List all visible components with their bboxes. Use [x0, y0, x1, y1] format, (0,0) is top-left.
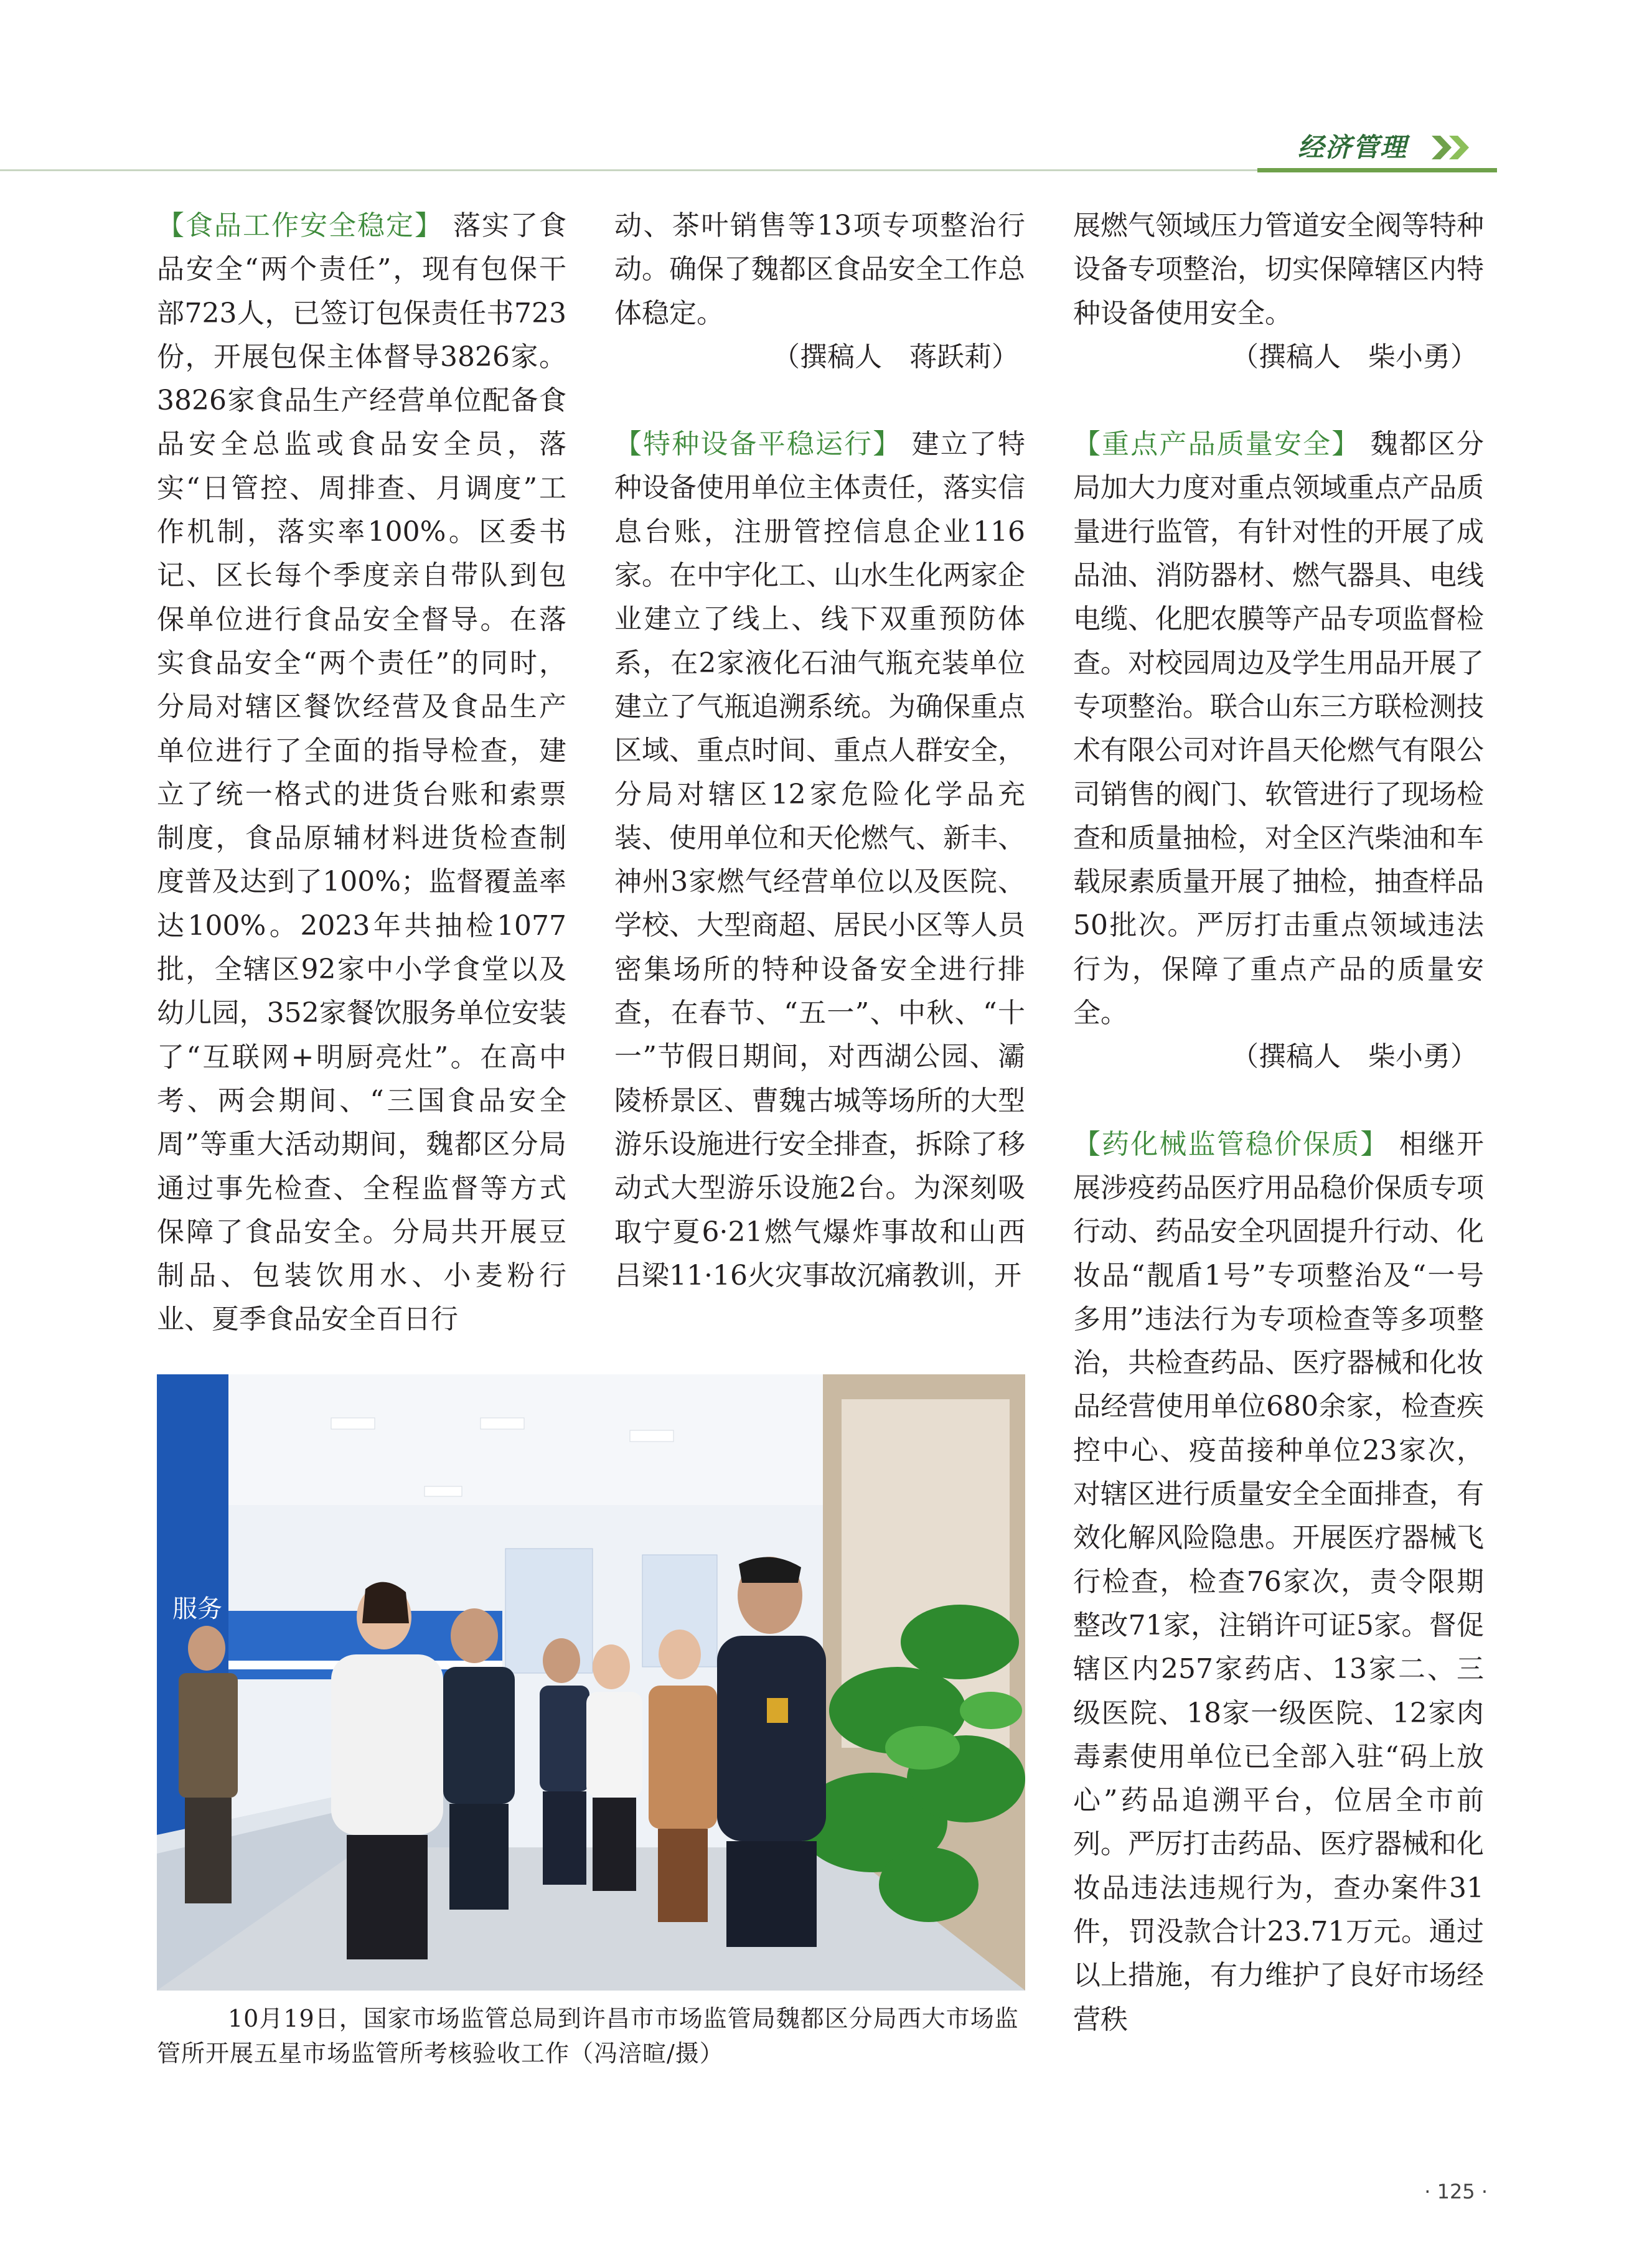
- article-body: 魏都区分局加大力度对重点领域重点产品质量进行监管，有针对性的开展了成品油、消防器材、燃气器具、电线电缆、化肥农膜等产品专项监督检查。对校园周边及学生用品开展了专项整治。联合山东三方联检测技术有限公司对许昌天伦燃气有限公司销售的阀门、软管进行了现场检查和质量抽检，对全区汽柴油和车载尿素质量开展了抽检，抽查样品50批次。严厉打击重点领域违法行为，保障了重点产品的质量安全。: [1073, 428, 1485, 1030]
- news-photo: [157, 1374, 1025, 1991]
- article-body: 建立了特种设备使用单位主体责任，落实信息台账，注册管控信息企业116家。在中宇化工、山水生化两家企业建立了线上、线下双重预防体系，在2家液化石油气瓶充装单位建立了气瓶追溯系统。为确保重点区域、重点时间、重点人群安全，分局对辖区12家危险化学品充装、使用单位和天伦燃气、新丰、神州3家燃气经营单位以及医院、学校、大型商超、居民小区等人员密集场所的特种设备安全进行排查，在春节、“五一”、中秋、“十一”节假日期间，对西湖公园、灞陵桥景区、曹魏古城等场所的大型游乐设施进行安全排查，拆除了移动式大型游乐设施2台。为深刻吸取宁夏6·21燃气爆炸事故和山西吕梁11·16火灾事故沉痛教训，开: [614, 428, 1026, 1292]
- article-food-safety: [157, 204, 566, 1342]
- column-1: [157, 204, 566, 1342]
- article-special-equipment: [614, 423, 1025, 1298]
- double-chevron-icon: [1432, 133, 1481, 162]
- article-continued: 动、茶叶销售等13项专项整治行动。确保了魏都区食品安全工作总体稳定。: [614, 210, 1025, 329]
- article-body: 相继开展涉疫药品医疗用品稳价保质专项行动、药品安全巩固提升行动、化妆品“靓盾1号”专项整治及“一号多用”违法行为专项检查等多项整治，共检查药品、医疗器械和化妆品经营使用单位680余家，检查疾控中心、疫苗接种单位23家次，对辖区进行质量安全全面排查，有效化解风险隐患。开展医疗器械飞行检查，检查76家次，责令限期整改71家，注销许可证5家。督促辖区内257家药店、13家二、三级医院、18家一级医院、12家肉毒素使用单位已全部入驻“码上放心”药品追溯平台，位居全市前列。严厉打击药品、医疗器械和化妆品违法违规行为，查办案件31件，罚没款合计23.71万元。通过以上措施，有力维护了良好市场经营秩: [1073, 1128, 1485, 2035]
- author-signature: （撰稿人 柴小勇）: [1231, 340, 1478, 373]
- wall-sign-text: 服务: [172, 1595, 222, 1623]
- section-heading-food-safety: 【食品工作安全稳定】: [157, 210, 443, 242]
- page-number: · 125 ·: [1424, 2180, 1488, 2203]
- section-heading-product-quality: 【重点产品质量安全】: [1073, 428, 1361, 461]
- author-signature: （撰稿人 柴小勇）: [1231, 1041, 1478, 1073]
- column-2: [614, 204, 1025, 1298]
- author-signature: （撰稿人 蒋跃莉）: [772, 340, 1019, 373]
- article-product-quality: [1073, 423, 1484, 1035]
- column-3: [1073, 204, 1484, 2042]
- article-body: 落实了食品安全“两个责任”，现有包保干部723人，已签订包保责任书723份，开展包保主体督导3826家。3826家食品生产经营单位配备食品安全总监或食品安全员，落实“日管控、周排查、月调度”工作机制，落实率100%。区委书记、区长每个季度亲自带队到包保单位进行食品安全督导。在落实食品安全“两个责任”的同时，分局对辖区餐饮经营及食品生产单位进行了全面的指导检查，建立了统一格式的进货台账和索票制度，食品原辅材料进货检查制度普及达到了100%；监督覆盖率达100%。2023年共抽检1077批，全辖区92家中小学食堂以及幼儿园，352家餐饮服务单位安装了“互联网+明厨亮灶”。在高中考、两会期间、“三国食品安全周”等重大活动期间，魏都区分局通过事先检查、全程监督等方式保障了食品安全。分局共开展豆制品、包装饮用水、小麦粉行业、夏季食品安全百日行: [157, 210, 566, 1336]
- header-rule-accent: [1257, 168, 1497, 172]
- photo-caption: 10月19日，国家市场监管总局到许昌市市场监管局魏都区分局西大市场监管所开展五星市场监管所考核验收工作（冯涪暄/摄）: [157, 2005, 1019, 2067]
- article-drug-supervision: [1073, 1123, 1484, 2042]
- section-title: 经济管理: [1298, 132, 1408, 162]
- section-heading-drug-supervision: 【药化械监管稳价保质】: [1073, 1128, 1389, 1160]
- section-heading-special-equipment: 【特种设备平稳运行】: [614, 428, 902, 461]
- article-continued: 展燃气领域压力管道安全阀等特种设备专项整治，切实保障辖区内特种设备使用安全。: [1073, 210, 1484, 329]
